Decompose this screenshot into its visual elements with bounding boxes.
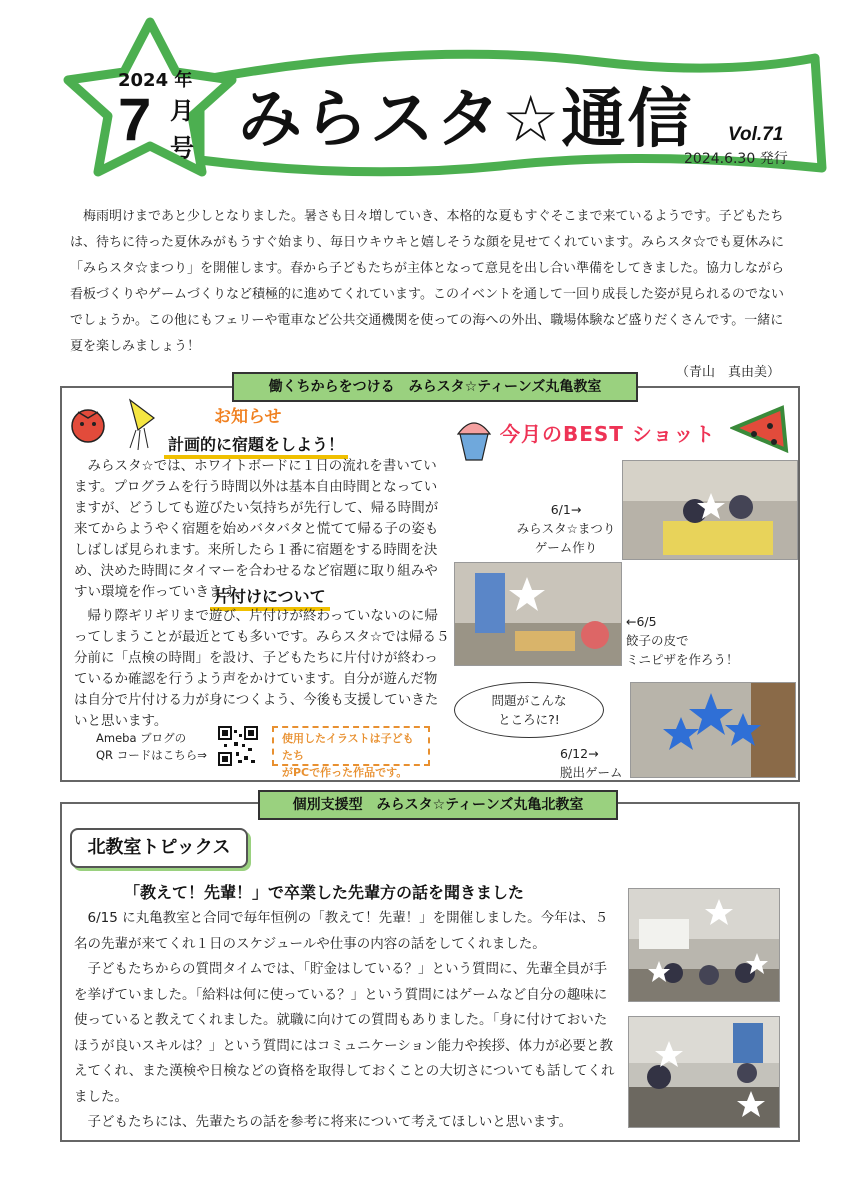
photo-senpai-talk-1 <box>628 888 780 1002</box>
kids-illustrations <box>64 396 164 452</box>
bubble-line: 問題がこんな <box>491 693 567 708</box>
photo-senpai-talk-2 <box>628 1016 780 1128</box>
caption-festival-prep <box>514 500 618 557</box>
issue-year: 2024 年 <box>118 70 193 91</box>
newsletter-title: みらスタ☆通信 <box>238 83 694 157</box>
section-marugame-banner: 働くちからをつける みらスタ☆ティーンズ丸亀教室 <box>232 372 638 402</box>
issue-date: 2024.6.30 発行 <box>684 151 788 167</box>
topics-label: 北教室トピックス <box>70 828 248 868</box>
caption-date: 6/12→ <box>560 746 599 761</box>
caption-date: 6/1→ <box>550 502 582 517</box>
note-line: 使用したイラストは子どもたち <box>282 732 414 762</box>
senpai-paragraph: 子どもたちからの質問タイムでは、「貯金はしている？」という質問に、先輩全員が手を挙げていました。「給料は何に使っている？」という質問にはゲームなど自分の趣味に使っていると教えてくれました。就職に向けての質問もありました。「身に付けておいたほうが良いスキルは？」という質問にはコミュニケーション能力や挨拶、体力が必要と教えてくれ、また漢検や日検などの資格を取得しておくことの大切さについても話してくれました。 <box>74 961 615 1105</box>
caption-line: 餃子の皮で <box>626 633 689 648</box>
shaved-ice-icon <box>452 412 496 464</box>
cleanup-body <box>74 606 450 732</box>
caption-escape-game <box>560 744 630 782</box>
homework-heading: 計画的に宿題をしよう！ <box>164 432 348 459</box>
bubble-line: ところに?! <box>498 712 560 727</box>
note-line: がPCで作った作品です。 <box>282 766 408 779</box>
homework-paragraph: みらスタ☆では、ホワイトボードに１日の流れを書いています。プログラムを行う時間以外は基本自由時間となっていますが、どうしても遊びたい気持ちが先行して、帰る時間が来てからようやく宿題を始めバタバタと慌てて帰る子の姿もしばしば見られます。来所したら１番に宿題をする時間を決め、決めた時間にタイマーを合わせるなど宿題に取り組みやすい環境を作っていきます。 <box>74 458 439 600</box>
illustration-note <box>272 726 430 779</box>
section-north-banner: 個別支援型 みらスタ☆ティーンズ丸亀北教室 <box>258 790 618 820</box>
caption-line: ゲーム作り <box>534 540 598 555</box>
intro-paragraph: 梅雨明けまであと少しとなりました。暑さも日々増していき、本格的な夏もすぐそこまで来ているようです。子どもたちは、待ちに待った夏休みがもうすぐ始まり、毎日ウキウキと嬉しそうな顔を見せてくれています。みらスタ☆でも夏休みに「みらスタ☆まつり」を開催します。春から子どもたちが主体となって意見を出し合い準備をしてきました。協力しながら看板づくりやゲームづくりなど積極的に進めてくれています。このイベントを通して一回り成長した姿が見られるのでないでしょうか。この他にもフェリーや電車など公共交通機関を使っての海への外出、職場体験など盛りだくさんです。一緒に夏を楽しみましょう！ <box>70 209 784 354</box>
caption-mini-pizza <box>626 612 776 669</box>
notice-title: お知らせ <box>214 407 282 427</box>
cleanup-paragraph: 帰り際ギリギリまで遊び、片付けが終わっていないのに帰ってしまうことが最近とても多いです。みらスタ☆では帰る５分前に「点検の時間」を設け、子どもたちに片付けが終わっているか確認を行うよう声をかけています。自分が遊んだ物は自分で片付ける力が身につくよう、今後も支援していきたいと思います。 <box>74 608 450 729</box>
squid-icon <box>130 400 154 450</box>
best-shot-title: 今月のBEST ショット <box>500 422 716 446</box>
homework-body <box>74 456 450 603</box>
tomato-icon <box>72 410 104 442</box>
intro-signature: （青山 真由美） <box>675 365 780 380</box>
caption-date: ←6/5 <box>626 614 657 629</box>
watermelon-icon <box>730 404 790 454</box>
qr-code[interactable] <box>218 726 258 766</box>
photo-mini-pizza <box>454 562 622 666</box>
qr-label-line: Ameba ブログの <box>96 731 187 745</box>
issue-number: 7 <box>118 86 152 153</box>
caption-line: ミニピザを作ろう！ <box>626 652 739 667</box>
caption-line: みらスタ☆まつり <box>516 521 616 536</box>
issue-month-char: 月 <box>170 97 194 125</box>
photo-festival-prep <box>622 460 798 560</box>
senpai-paragraph: 6/15 に丸亀教室と合同で毎年恒例の「教えて！先輩！」を開催しました。今年は、５名の先輩が来てくれ１日のスケジュールや仕事の内容の話をしてくれました。 <box>74 910 609 952</box>
senpai-body <box>74 906 620 1136</box>
masthead <box>0 0 848 200</box>
qr-label <box>96 730 207 764</box>
volume-number: Vol.71 <box>728 124 784 145</box>
senpai-heading: 「教えて！先輩！」で卒業した先輩方の話を聞きました <box>124 883 525 902</box>
intro-text <box>70 204 790 386</box>
speech-bubble <box>454 682 604 738</box>
photo-escape-game <box>630 682 796 778</box>
cleanup-heading: 片付けについて <box>210 584 330 611</box>
issue-go-char: 号 <box>170 134 194 162</box>
qr-label-line: QR コードはこちら⇒ <box>96 748 207 762</box>
senpai-paragraph: 子どもたちには、先輩たちの話を参考に将来について考えてほしいと思います。 <box>87 1114 573 1130</box>
caption-line: 脱出ゲーム <box>560 765 623 780</box>
